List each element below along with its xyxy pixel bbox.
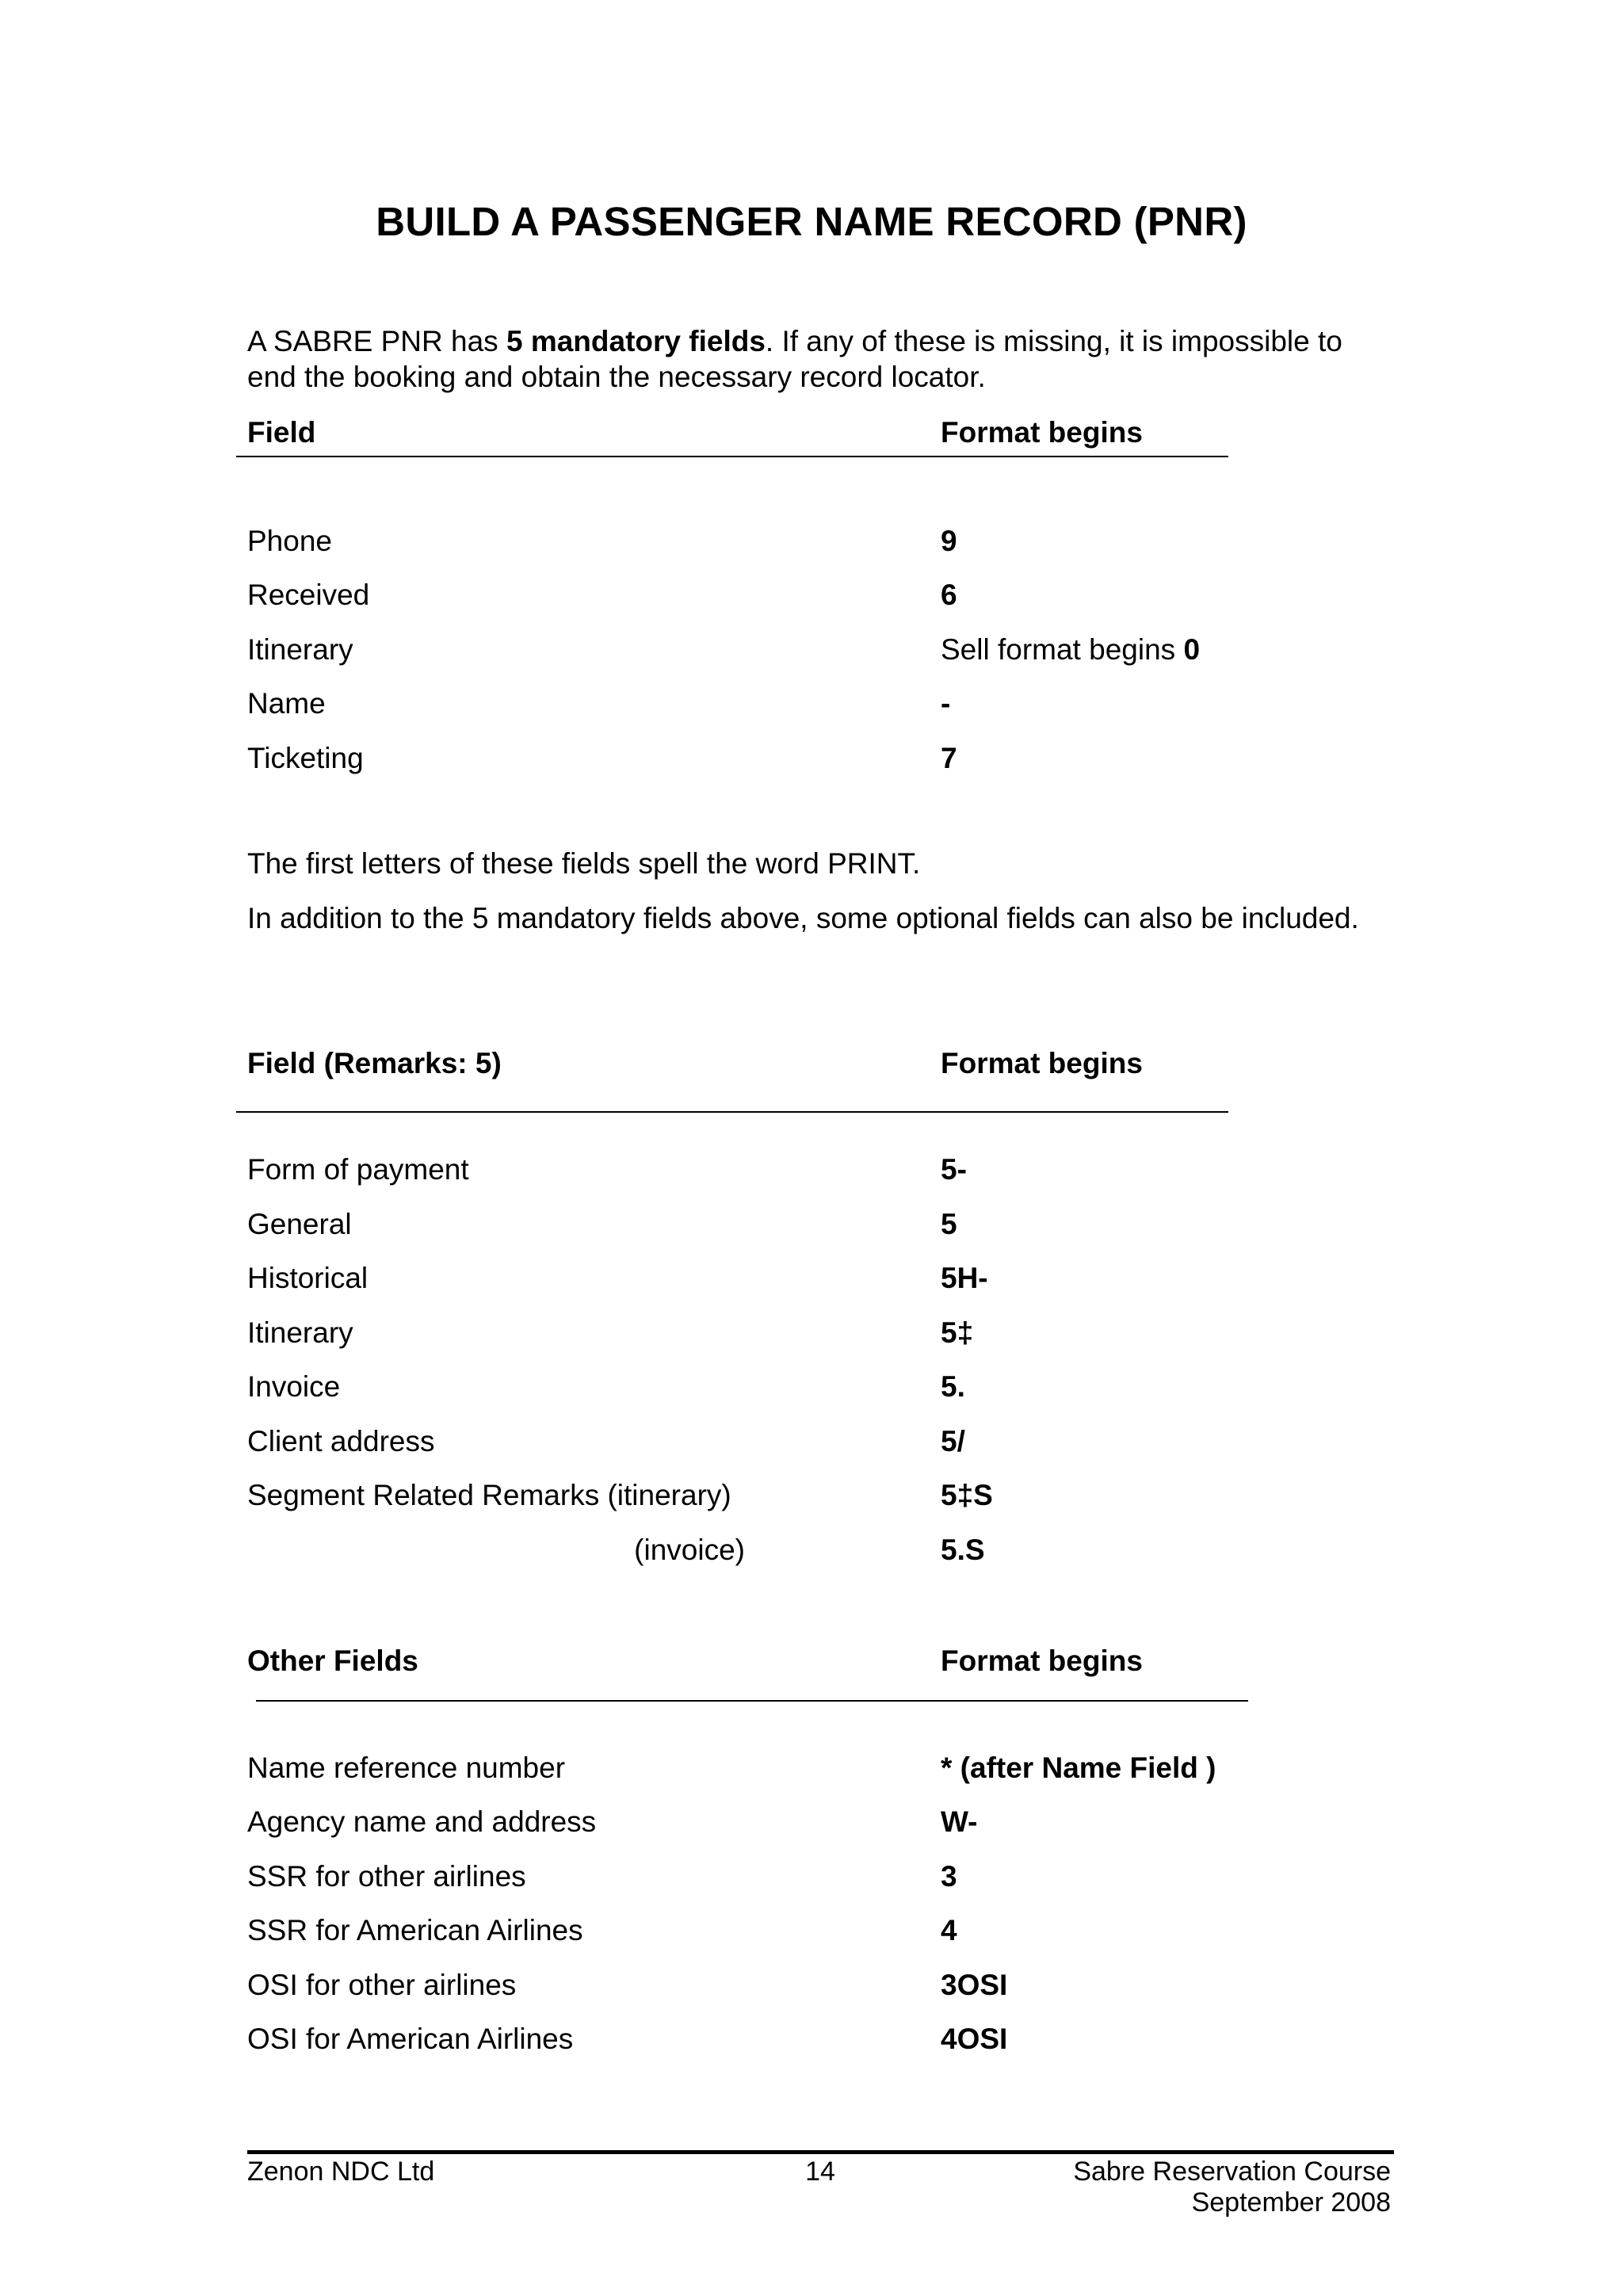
mandatory-row-format: - [941,687,951,720]
optional-paragraph: In addition to the 5 mandatory fields above, some optional fields can also be included. [247,902,1359,934]
intro-text-after: . If any of these is missing, it is impossible to end the booking and obtain the necessary record locator. [247,325,1342,393]
remarks-row-field: Itinerary [247,1316,353,1349]
other-header-rule [256,1700,1248,1702]
remarks-row-format: 5.S [941,1534,985,1566]
footer-rule [247,2150,1394,2154]
other-row-field: SSR for American Airlines [247,1914,583,1946]
remarks-row-format: 5/ [941,1425,965,1457]
mandatory-header-format: Format begins [941,416,1143,449]
other-row-format: * (after Name Field ) [941,1752,1216,1784]
remarks-row-field: Historical [247,1262,369,1294]
remarks-row-format: 5- [941,1153,967,1186]
remarks-row-field: Form of payment [247,1153,469,1186]
other-header-format: Format begins [941,1645,1143,1677]
remarks-header-format: Format begins [941,1047,1143,1079]
footer-date: September 2008 [1191,2187,1391,2218]
other-row-format: 4 [941,1914,957,1946]
remarks-row-format: 5‡S [941,1479,993,1511]
mandatory-row-field: Phone [247,525,332,557]
mandatory-header-rule [236,456,1228,457]
mandatory-row-format: 9 [941,525,957,557]
mandatory-row-format [941,632,1200,667]
print-paragraph: The first letters of these fields spell the word PRINT. [247,847,921,880]
remarks-row-format: 5. [941,1370,965,1403]
mandatory-row-format-code: 0 [1183,633,1201,666]
footer-page-number: 14 [805,2157,835,2187]
intro-paragraph [247,323,1396,395]
remarks-header-rule [236,1111,1228,1113]
mandatory-row-field: Received [247,579,370,611]
remarks-row-format: 5H- [941,1262,988,1294]
remarks-row-format: 5 [941,1208,957,1240]
remarks-row-field: Invoice [247,1370,341,1403]
remarks-row-field: Segment Related Remarks (itinerary) [247,1479,731,1511]
remarks-row-field: General [247,1208,352,1240]
intro-text-before: A SABRE PNR has [247,325,506,357]
other-row-field: OSI for American Airlines [247,2023,574,2055]
other-row-field: OSI for other airlines [247,1969,517,2001]
remarks-row-format: 5‡ [941,1316,974,1349]
remarks-header-field: Field (Remarks: 5) [247,1047,502,1079]
other-row-format: 3OSI [941,1969,1008,2001]
mandatory-row-format: 6 [941,579,957,611]
page-title: BUILD A PASSENGER NAME RECORD (PNR) [376,199,1247,244]
footer-company: Zenon NDC Ltd [247,2157,435,2187]
footer-course: Sabre Reservation Course [1073,2157,1391,2187]
mandatory-row-format: 7 [941,742,957,774]
other-row-format: W- [941,1805,978,1838]
intro-text-bold: 5 mandatory fields [506,325,766,357]
other-row-field: SSR for other airlines [247,1860,526,1893]
other-header-field: Other Fields [247,1645,418,1677]
other-row-field: Name reference number [247,1752,566,1784]
mandatory-row-field: Itinerary [247,633,353,666]
mandatory-header-field: Field [247,416,316,449]
remarks-row-field: (invoice) [634,1534,745,1566]
other-row-format: 3 [941,1860,957,1893]
other-row-format: 4OSI [941,2023,1008,2055]
other-row-field: Agency name and address [247,1805,597,1838]
mandatory-row-format-prefix: Sell format begins [941,633,1184,666]
remarks-row-field: Client address [247,1425,435,1457]
mandatory-row-field: Ticketing [247,742,364,774]
mandatory-row-field: Name [247,687,326,720]
